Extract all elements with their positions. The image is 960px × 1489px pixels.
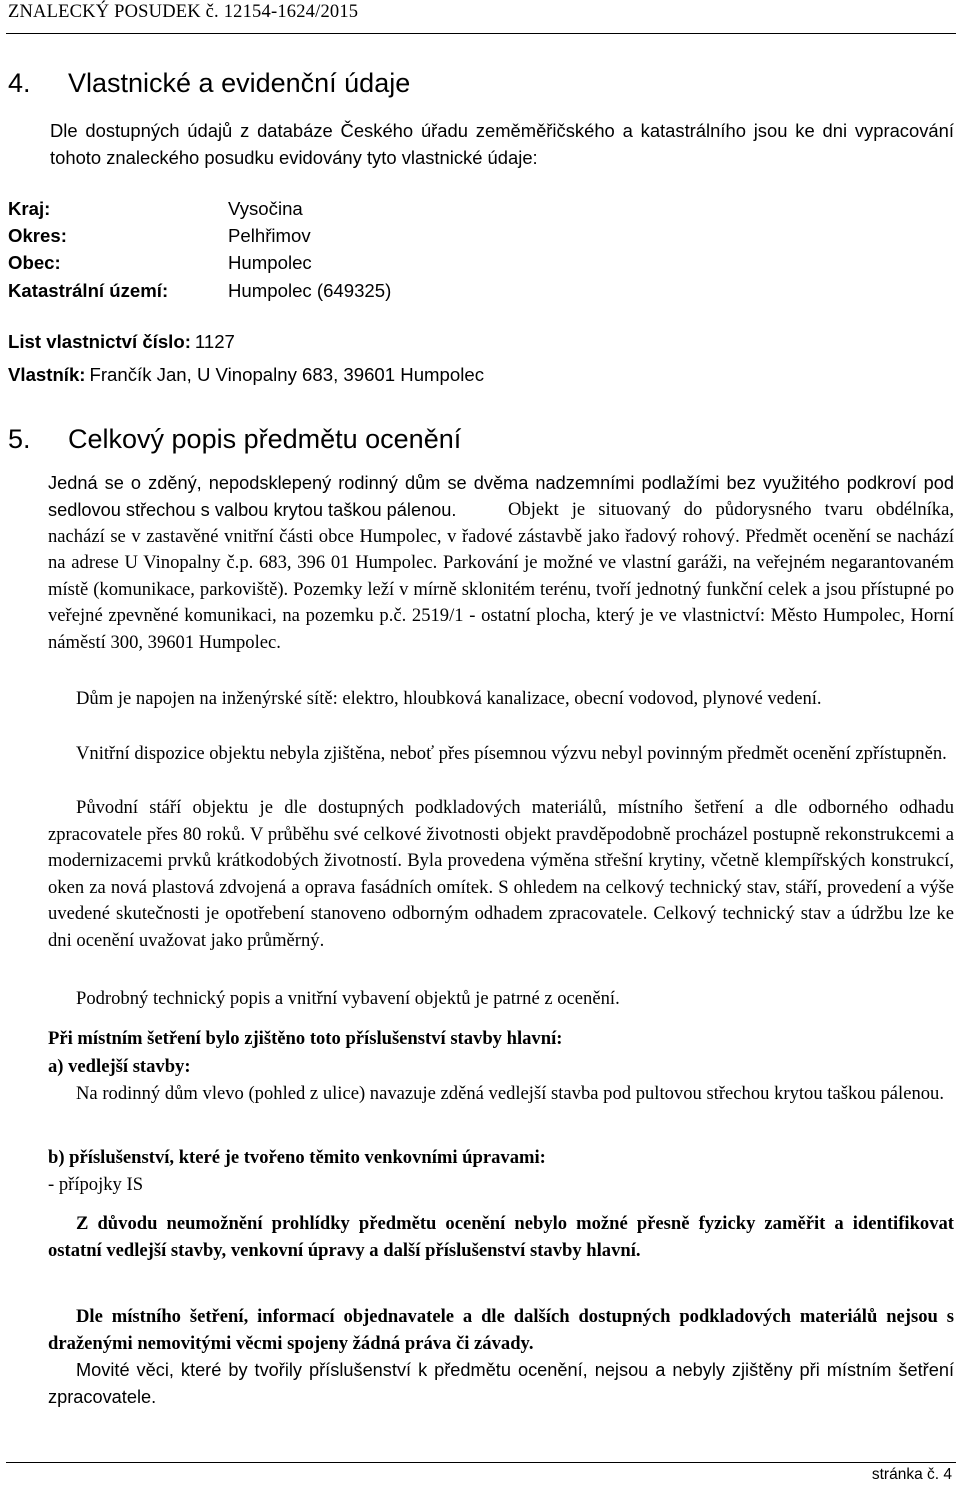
section-4-title: Vlastnické a evidenční údaje (68, 68, 411, 98)
secondary-buildings-text: Na rodinný dům vlevo (pohled z ulice) navazuje zděná vedlejší stavba pod pultovou střechou krytou taškou pálenou. (76, 1083, 944, 1104)
age-paragraph: Původní stáří objektu je dle dostupných podkladových materiálů, místního šetření a dle odborného odhadu zpracovatele přes 80 roků. V průběhu své celkové životnosti objekt pravděpodobně procházel postupně rekonstrukcemi a modernizacemi prvků krátkodobých životností. Byla provedena výměna střešní krytiny, včetně klempířských konstrukcí, oken za nová plastová zdvojená a oprava fasádních omítek. S ohledem na celkový technický stav, stáří, provedení a výše uvedené skutečnosti je opotřebení stanoveno odborným odhadem zpracovatele. Celkový technický stav a údržbu lze ke dni ocenění uvažovat jako průměrný. (48, 797, 954, 951)
section-5-title: Celkový popis předmětu ocenění (68, 424, 462, 454)
owner-value: Frančík Jan, U Vinopalny 683, 39601 Humpolec (89, 364, 484, 385)
lv-value: 1127 (194, 331, 235, 352)
field-row-okres (8, 225, 311, 251)
accessories-heading: Při místním šetření bylo zjištěno toto příslušenství stavby hlavní: (48, 1028, 563, 1049)
lv-label: List vlastnictví číslo: (8, 331, 191, 352)
technical-description-note: Podrobný technický popis a vnitřní vybavení objektů je patrné z ocenění. (76, 988, 620, 1009)
field-value: Pelhřimov (228, 225, 311, 246)
movables-note: Movité věci, které by tvořily příslušenství k předmětu ocenění, nejsou a nebyly zjištěny při místním šetření zpracovatele. (48, 1360, 954, 1407)
list-vlastnictvi-row (8, 331, 235, 357)
header-divider (6, 33, 956, 34)
rights-note: Dle místního šetření, informací objednavatele a dle dalších dostupných podkladových materiálů nejsou s draženými nemovitými věcmi spojeny žádná práva či závady. (48, 1306, 954, 1354)
owner-row (8, 364, 484, 390)
section-4-heading (8, 68, 410, 99)
section-4-number: 4. (8, 68, 31, 98)
field-value: Humpolec (228, 252, 312, 273)
field-label: Katastrální území: (8, 280, 169, 301)
field-label: Obec: (8, 252, 61, 273)
description-paragraph-2-text: Objekt je situovaný do půdorysného tvaru obdélníka, nachází se v zastavěné vnitřní části obce Humpolec, v řadové zástavbě jako řadový rohový. Předmět ocenění se nachází na adrese U Vinopalny č.p. 683, 396 01 Humpolec. Parkování je možné ve vlastní garáži, na veřejném negarantovaném místě (komunikace, parkoviště). Pozemky leží v mírně sklonitém terénu, tvoří jednotný funkční celek a jsou přístupné po veřejné zpevněné komunikaci, na pozemku p.č. 2519/1 - ostatní plocha, který je ve vlastnictví: Město Humpolec, Horní náměstí 300, 39601 Humpolec. (48, 499, 954, 653)
field-row-obec (8, 252, 312, 278)
accessories-outdoor-text: - přípojky IS (48, 1174, 144, 1195)
interior-paragraph: Vnitřní dispozice objektu nebyla zjištěna, neboť přes písemnou výzvu nebyl povinným předmět ocenění zpřístupněn. (76, 743, 947, 764)
field-value: Vysočina (228, 198, 303, 219)
utilities-paragraph: Dům je napojen na inženýrské sítě: elektro, hloubková kanalizace, obecní vodovod, plynové vedení. (76, 688, 822, 709)
secondary-buildings-heading: a) vedlejší stavby: (48, 1056, 191, 1077)
section-5-number: 5. (8, 424, 31, 454)
section-4-intro: Dle dostupných údajů z databáze Českého úřadu zeměměřičského a katastrálního jsou ke dni vypracování tohoto znaleckého posudku evidovány tyto vlastnické údaje: (50, 120, 954, 168)
field-value: Humpolec (649325) (228, 280, 392, 301)
field-row-kraj (8, 198, 303, 224)
inspection-note: Z důvodu neumožnění prohlídky předmětu ocenění nebylo možné přesně fyzicky zaměřit a identifikovat ostatní vedlejší stavby, venkovní úpravy a další příslušenství stavby hlavní. (48, 1213, 954, 1261)
document-header: ZNALECKÝ POSUDEK č. 12154-1624/2015 (8, 2, 359, 22)
footer-divider (6, 1462, 956, 1463)
section-5-heading (8, 424, 461, 455)
owner-label: Vlastník: (8, 364, 86, 385)
field-row-katastralni-uzemi (8, 280, 392, 306)
accessories-outdoor-heading: b) příslušenství, které je tvořeno těmito venkovními úpravami: (48, 1147, 546, 1168)
field-label: Kraj: (8, 198, 51, 219)
description-paragraph-1: Jedná se o zděný, nepodsklepený rodinný dům se dvěma nadzemními podlažími bez využitého podkroví pod sedlovou střechou s valbou krytou taškou pálenou. (48, 473, 954, 520)
field-label: Okres: (8, 225, 67, 246)
page-number: stránka č. 4 (871, 1466, 952, 1483)
